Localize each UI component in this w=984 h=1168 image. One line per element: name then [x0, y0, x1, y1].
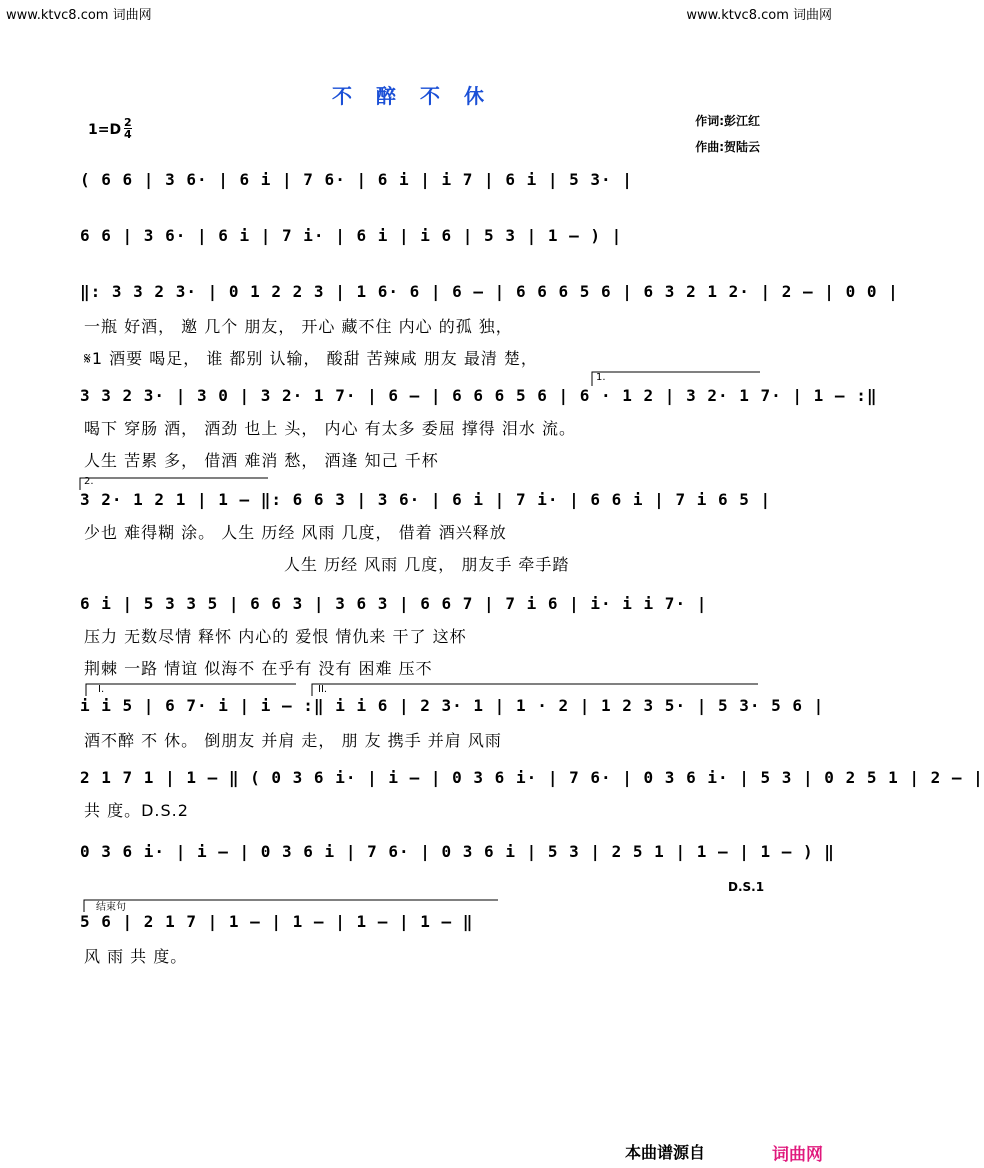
meter-top: 2 — [124, 116, 132, 129]
score-line: 6 i | 5 3 3 5 | 6 6 3 | 3 6 3 | 6 6 7 | 7 i 6 | i· i i 7· | — [80, 594, 708, 613]
ending-label-i: I. — [98, 684, 105, 695]
score-line: 2 1 7 1 | 1 — ‖ ( 0 3 6 i· | i — | 0 3 6 i· | 7 6· | 0 3 6 i· | 5 3 | 0 2 5 1 | 2 — | — [80, 768, 984, 787]
lyric-line: 少也 难得糊 涂。 人生 历经 风雨 几度， 借着 酒兴释放 — [84, 523, 507, 542]
volta-2 — [80, 478, 268, 490]
song-title: 不醉不休 — [332, 84, 508, 108]
lyric-line: 酒不醉 不 休。 倒朋友 并肩 走， 朋 友 携手 并肩 风雨 — [84, 731, 502, 750]
meter-bottom: 4 — [124, 128, 132, 141]
footer-logo: 词曲网 — [772, 1145, 823, 1165]
volta-ii — [312, 684, 758, 696]
lyric-line: 人生 苦累 多， 借酒 难消 愁， 酒逢 知己 千杯 — [84, 451, 439, 470]
lyric-line: 压力 无数尽情 释怀 内心的 爱恨 情仇来 干了 这杯 — [84, 627, 467, 646]
score-line: ‖: 3 3 2 3· | 0 1 2 2 3 | 1 6· 6 | 6 — | 6 6 6 5 6 | 6 3 2 1 2· | 2 — | 0 0 | — [80, 282, 899, 301]
ending-label-second: 2. — [84, 476, 94, 487]
score-line: 6 6 | 3 6· | 6 i | 7 i· | 6 i | i 6 | 5 3 | 1 — ) | — [80, 226, 623, 245]
coda-bracket — [84, 900, 498, 912]
lyric-line: 喝下 穿肠 酒， 酒劲 也上 头， 内心 有太多 委屈 撑得 泪水 流。 — [84, 419, 576, 438]
site-watermark-left: www.ktvc8.com 词曲网 — [6, 8, 152, 23]
lyricist-credit: 作词:彭江红 — [695, 114, 760, 128]
lyric-line: 荆棘 一路 情谊 似海不 在乎有 没有 困难 压不 — [84, 659, 433, 678]
composer-credit: 作曲:贺陆云 — [695, 140, 760, 154]
ending-label-ii: II. — [318, 684, 328, 695]
score-line: ( 6 6 | 3 6· | 6 i | 7 6· | 6 i | i 7 | 6 i | 5 3· | — [80, 170, 633, 189]
key-signature: 1=D — [88, 122, 122, 138]
score-line: 0 3 6 i· | i — | 0 3 6 i | 7 6· | 0 3 6 i | 5 3 | 2 5 1 | 1 — | 1 — ) ‖ — [80, 842, 835, 861]
lyric-line: 一瓶 好酒， 邀 几个 朋友， 开心 藏不住 内心 的孤 独， — [84, 317, 513, 336]
volta-1 — [592, 372, 760, 386]
ending-label-first: 1. — [596, 372, 606, 383]
score-line: 5 6 | 2 1 7 | 1 — | 1 — | 1 — | 1 — ‖ — [80, 912, 474, 931]
volta-i — [86, 684, 296, 696]
ds1-marker: D.S.1 — [728, 880, 765, 894]
score-line: i i 5 | 6 7· i | i — :‖ i i 6 | 2 3· 1 | 1 · 2 | 1 2 3 5· | 5 3· 5 6 | — [80, 696, 825, 715]
footer-source-label: 本曲谱源自 — [625, 1143, 706, 1162]
lyric-line: 风 雨 共 度。 — [84, 947, 188, 966]
lyric-line: 人生 历经 风雨 几度， 朋友手 牵手踏 — [284, 555, 570, 574]
site-watermark-right: www.ktvc8.com 词曲网 — [686, 8, 832, 23]
score-line: 3 3 2 3· | 3 0 | 3 2· 1 7· | 6 — | 6 6 6 5 6 | 6 · 1 2 | 3 2· 1 7· | 1 — :‖ — [80, 386, 878, 405]
lyric-line: 共 度。D.S.2 — [84, 801, 189, 820]
score-line: 3 2· 1 2 1 | 1 — ‖: 6 6 3 | 3 6· | 6 i | 7 i· | 6 6 i | 7 i 6 5 | — [80, 490, 772, 509]
coda-label: 结束句 — [96, 902, 126, 913]
lyric-line: 𝄋1 酒要 喝足， 谁 都别 认输， 酸甜 苦辣咸 朋友 最清 楚， — [84, 349, 538, 368]
